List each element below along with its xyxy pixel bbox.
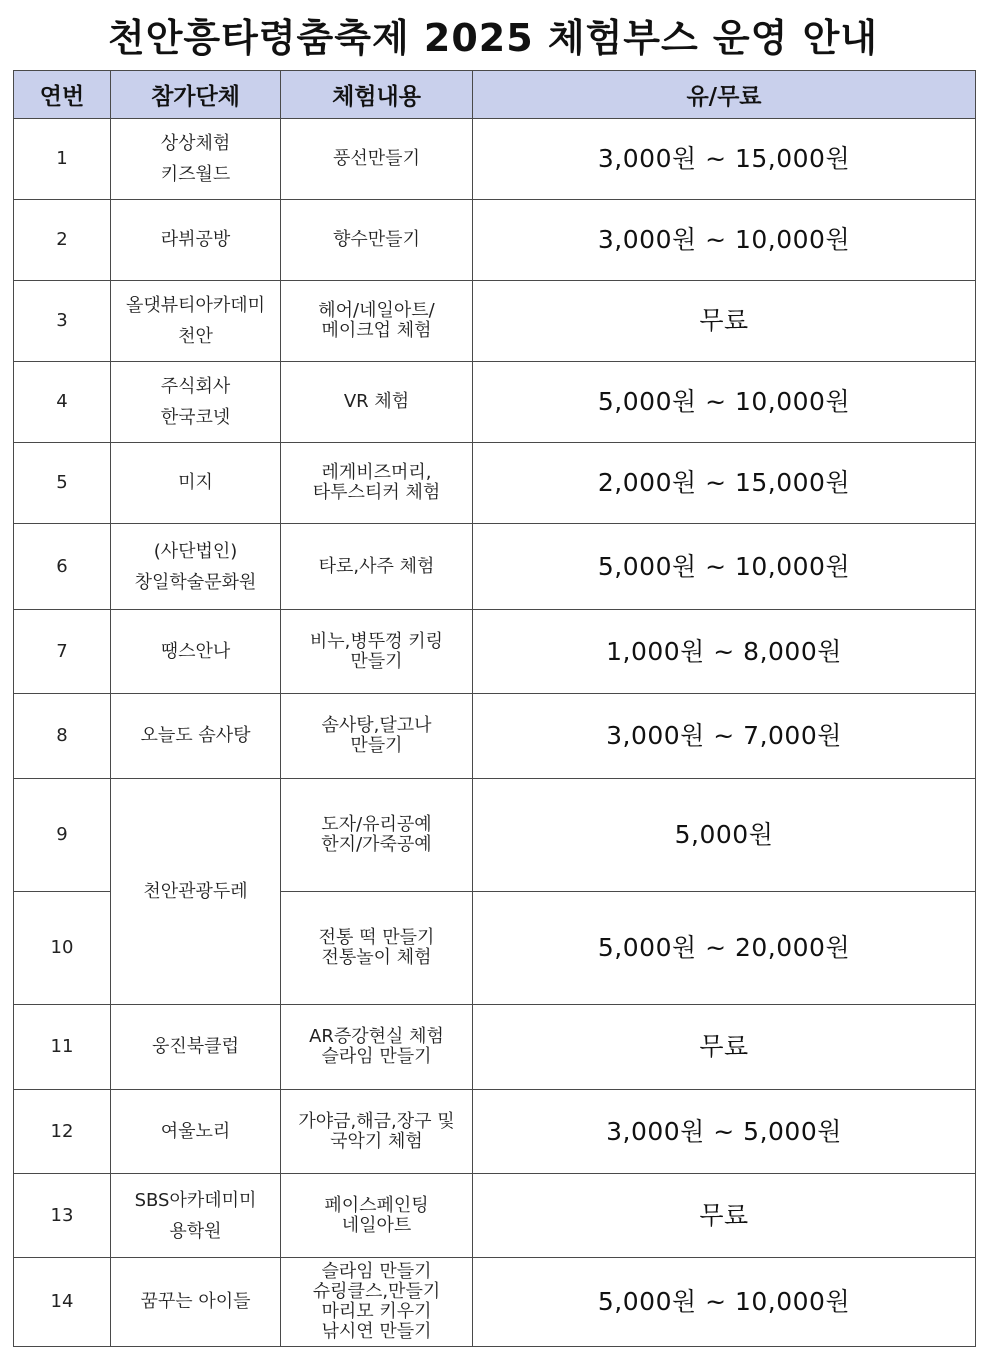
cell-number: 8 — [14, 694, 111, 779]
activity-line: 전통놀이 체험 — [321, 947, 432, 968]
header-number: 연번 — [14, 71, 111, 119]
organization-line: 웅진북클럽 — [152, 1036, 239, 1057]
cell-number: 7 — [14, 610, 111, 694]
cell-number: 1 — [14, 119, 111, 200]
cell-fee: 5,000원 — [473, 779, 976, 892]
table-row — [14, 281, 976, 362]
cell-number: 10 — [14, 892, 111, 1005]
activity-line: 낚시연 만들기 — [321, 1321, 432, 1342]
activity-line: 도자/유리공예 — [321, 814, 432, 835]
activity-line: 타로,사주 체험 — [318, 555, 435, 577]
activity-line: 타투스티커 체험 — [312, 482, 441, 503]
cell-number: 13 — [14, 1174, 111, 1258]
table-row — [14, 694, 976, 779]
cell-organization — [111, 119, 281, 200]
activity-line: 솜사탕,달고나 — [321, 715, 432, 736]
activity-line: 향수만들기 — [333, 229, 420, 250]
organization-line: 올댓뷰티아카데미 — [125, 295, 266, 316]
cell-activity — [281, 524, 473, 610]
cell-fee: 2,000원 ~ 15,000원 — [473, 443, 976, 524]
activity-line: 만들기 — [350, 650, 403, 672]
cell-fee: 5,000원 ~ 10,000원 — [473, 524, 976, 610]
activity-line: 슬라임 만들기 — [321, 1046, 432, 1067]
header-activity: 체험내용 — [281, 71, 473, 119]
table-row — [14, 1005, 976, 1090]
activity-line: 한지/가죽공예 — [321, 834, 432, 855]
cell-fee: 무료 — [473, 1005, 976, 1090]
cell-organization — [111, 443, 281, 524]
cell-number: 3 — [14, 281, 111, 362]
cell-fee: 3,000원 ~ 7,000원 — [473, 694, 976, 779]
organization-line: 꿈꾸는 아이들 — [140, 1291, 251, 1312]
table-body — [14, 119, 976, 1347]
cell-number: 11 — [14, 1005, 111, 1090]
cell-number: 5 — [14, 443, 111, 524]
organization-line: 땡스안나 — [160, 640, 231, 662]
cell-activity — [281, 200, 473, 281]
cell-number: 2 — [14, 200, 111, 281]
table-row — [14, 1090, 976, 1174]
activity-line: 페이스페인팅 — [324, 1194, 429, 1216]
header-fee: 유/무료 — [473, 71, 976, 119]
activity-line: AR증강현실 체험 — [309, 1026, 444, 1047]
cell-number: 6 — [14, 524, 111, 610]
cell-fee: 무료 — [473, 1174, 976, 1258]
organization-line: 오늘도 솜사탕 — [140, 725, 251, 746]
table-row — [14, 119, 976, 200]
cell-organization — [111, 281, 281, 362]
activity-line: 슬라임 만들기 — [321, 1261, 432, 1282]
activity-line: 풍선만들기 — [333, 148, 420, 169]
organization-line: 키즈월드 — [160, 164, 231, 185]
table-row — [14, 443, 976, 524]
cell-activity — [281, 1005, 473, 1090]
cell-number: 14 — [14, 1258, 111, 1347]
cell-fee: 3,000원 ~ 15,000원 — [473, 119, 976, 200]
table-row — [14, 610, 976, 694]
organization-line: 창일학술문화원 — [134, 571, 257, 593]
cell-number: 12 — [14, 1090, 111, 1174]
organization-line: 주식회사 — [160, 376, 231, 397]
activity-line: 네일아트 — [341, 1214, 412, 1236]
activity-line: 레게비즈머리, — [321, 462, 432, 483]
organization-line: 천안 — [178, 326, 213, 347]
cell-fee: 3,000원 ~ 10,000원 — [473, 200, 976, 281]
organization-line: SBS아카데미미 — [134, 1189, 257, 1211]
activity-line: VR 체험 — [343, 391, 410, 412]
activity-line: 국악기 체험 — [330, 1130, 423, 1152]
cell-fee: 5,000원 ~ 10,000원 — [473, 362, 976, 443]
cell-organization — [111, 1005, 281, 1090]
cell-activity — [281, 443, 473, 524]
activity-line: 헤어/네일아트/ — [318, 300, 435, 321]
cell-organization — [111, 1258, 281, 1347]
table-row — [14, 362, 976, 443]
page-title: 천안흥타령춤축제 2025 체험부스 운영 안내 — [107, 16, 878, 60]
cell-organization — [111, 362, 281, 443]
cell-fee: 무료 — [473, 281, 976, 362]
organization-line: 미지 — [178, 472, 213, 493]
organization-line: 라뷔공방 — [160, 229, 231, 250]
cell-organization — [111, 200, 281, 281]
cell-activity — [281, 1174, 473, 1258]
organization-line: 여울노리 — [160, 1120, 231, 1142]
activity-line: 비누,병뚜껑 키링 — [309, 630, 444, 652]
cell-activity — [281, 1258, 473, 1347]
cell-organization — [111, 524, 281, 610]
table-row — [14, 524, 976, 610]
activity-line: 마리모 키우기 — [321, 1301, 432, 1322]
cell-number: 9 — [14, 779, 111, 892]
activity-line: 전통 떡 만들기 — [318, 927, 435, 948]
cell-activity — [281, 694, 473, 779]
activity-line: 가야금,해금,장구 및 — [298, 1110, 455, 1132]
header-organization: 참가단체 — [111, 71, 281, 119]
booth-table — [13, 70, 976, 1347]
cell-activity — [281, 362, 473, 443]
cell-activity — [281, 281, 473, 362]
cell-organization — [111, 1090, 281, 1174]
activity-line: 슈링클스,만들기 — [312, 1281, 441, 1302]
organization-line: 용학원 — [169, 1220, 222, 1242]
cell-activity — [281, 610, 473, 694]
cell-activity — [281, 779, 473, 892]
cell-number: 4 — [14, 362, 111, 443]
table-row — [14, 1174, 976, 1258]
cell-organization — [111, 779, 281, 1005]
activity-line: 메이크업 체험 — [321, 320, 432, 341]
cell-organization — [111, 1174, 281, 1258]
organization-line: 천안관광두레 — [143, 880, 248, 902]
cell-organization — [111, 610, 281, 694]
organization-line: 상상체험 — [160, 133, 231, 154]
table-header-row — [14, 71, 976, 119]
table-row — [14, 1258, 976, 1347]
table-row — [14, 200, 976, 281]
cell-activity — [281, 892, 473, 1005]
cell-fee: 5,000원 ~ 20,000원 — [473, 892, 976, 1005]
cell-activity — [281, 119, 473, 200]
cell-activity — [281, 1090, 473, 1174]
cell-organization — [111, 694, 281, 779]
activity-line: 만들기 — [350, 735, 403, 756]
cell-fee: 5,000원 ~ 10,000원 — [473, 1258, 976, 1347]
organization-line: 한국코넷 — [160, 407, 231, 428]
organization-line: (사단법인) — [153, 540, 238, 562]
cell-fee: 1,000원 ~ 8,000원 — [473, 610, 976, 694]
table-row — [14, 779, 976, 892]
cell-fee: 3,000원 ~ 5,000원 — [473, 1090, 976, 1174]
